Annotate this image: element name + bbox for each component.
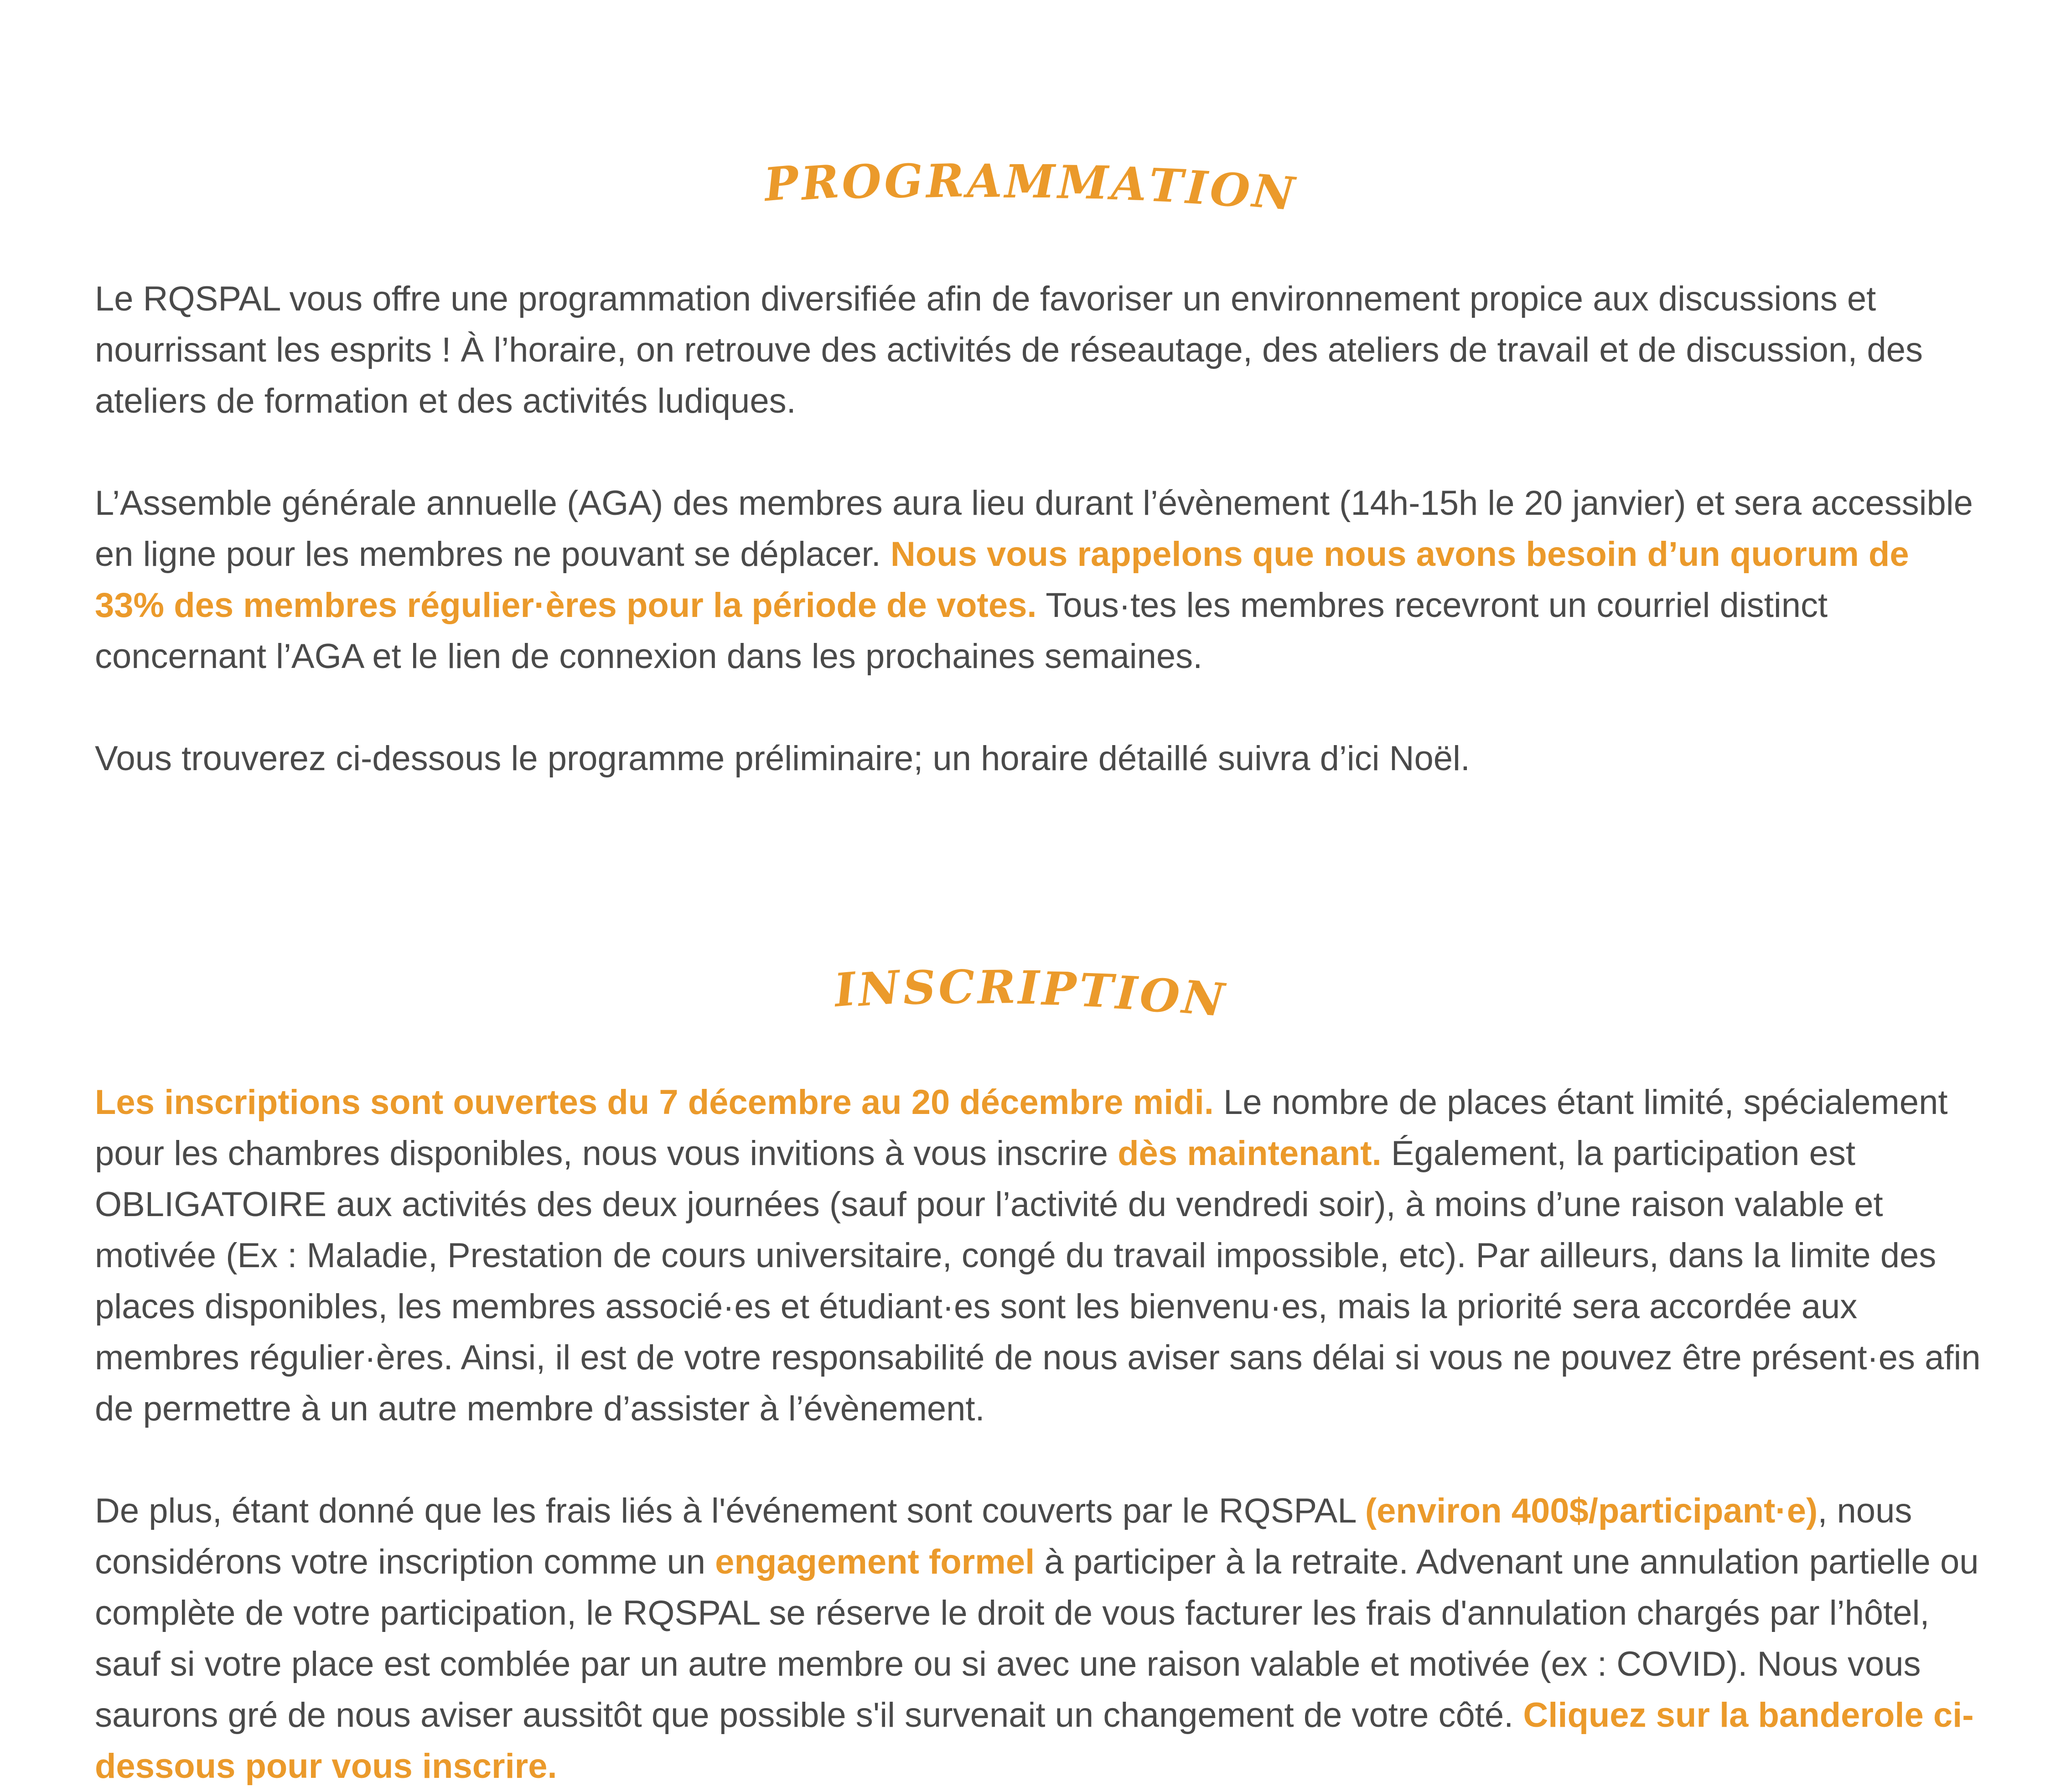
heading-letter: I bbox=[1114, 965, 1141, 1021]
programmation-paragraph-3 bbox=[95, 733, 1983, 784]
heading-letter: R bbox=[977, 959, 1019, 1015]
heading-letter: N bbox=[856, 960, 905, 1017]
programmation-p1-text: Le RQSPAL vous offre une programmation diversifiée afin de favoriser un environnement propice aux discussions et nourrissant les esprits ! À l’horaire, on retrouve des activités de réseautage, des ateliers de travail et de discussion, des ateliers de formation et des activités ludiques. bbox=[95, 280, 1923, 420]
programmation-paragraph-1 bbox=[95, 274, 1983, 427]
programmation-p2-text-1: L’Assemble générale annuelle (AGA) des membres aura lieu durant l’évènement (14h-15h le 20 janvier) et sera accessible en ligne pour les membres ne pouvant se déplacer. bbox=[95, 484, 1973, 574]
programmation-p3-text: Vous trouverez ci-dessous le programme préliminaire; un horaire détaillé suivra d’ici Noël. bbox=[95, 739, 1471, 778]
inscription-p2-text-1: De plus, étant donné que les frais liés à l'événement sont couverts par le RQSPAL bbox=[95, 1492, 1365, 1530]
des-maintenant-highlight: dès maintenant. bbox=[1118, 1134, 1382, 1173]
heading-letter: C bbox=[937, 959, 979, 1015]
inscription-dates-highlight: Les inscriptions sont ouvertes du 7 décembre au 20 décembre midi. bbox=[95, 1083, 1214, 1122]
heading-letter: N bbox=[1250, 163, 1300, 222]
heading-letter: M bbox=[1005, 155, 1058, 208]
heading-letter: G bbox=[883, 153, 927, 209]
heading-letter: T bbox=[1078, 963, 1117, 1019]
inscription-section bbox=[95, 1077, 1983, 1792]
programmation-section bbox=[95, 274, 1983, 784]
inscription-p2-text-2: , nous considérons votre inscription comme un bbox=[95, 1492, 1912, 1581]
engagement-highlight: engagement formel bbox=[715, 1543, 1035, 1581]
heading-letter: O bbox=[1138, 967, 1185, 1024]
heading-letter: O bbox=[1208, 161, 1254, 218]
inscription-p2-text-3: à participer à la retraite. Advenant une annulation partielle ou complète de votre participation, le RQSPAL se réserve le droit de vous facturer les frais d'annulation chargés par l’hôtel, sauf si votre place est comblée par un autre membre ou si avec une raison valable et motivée (ex : COVID). Nous vous saurons gré de nous aviser aussitôt que possible s'il survenait un changement de votre côté. bbox=[95, 1543, 1979, 1735]
heading-letter: P bbox=[761, 155, 804, 212]
inscription-p1-text-2: Également, la participation est OBLIGATOIRE aux activités des deux journées (sauf pour l’activité du vendredi soir), à moins d’une raison valable et motivée (Ex : Maladie, Prestation de cours universitaire, congé du travail impossible, etc). Par ailleurs, dans la limite des places disponibles, les membres associé·es et étudiant·es sont les bienvenu·es, mais la priorité sera accordée aux membres régulier·ères. Ainsi, il est de votre responsabilité de nous aviser sans délai si vous ne pouvez être présent·es afin de permettre à un autre membre d’assister à l’évènement. bbox=[95, 1134, 1981, 1428]
heading-letter: R bbox=[925, 153, 968, 208]
inscription-heading bbox=[832, 959, 1229, 1028]
heading-letter: M bbox=[1057, 155, 1112, 210]
cost-highlight: (environ 400$/participant·e) bbox=[1365, 1492, 1818, 1530]
programmation-heading-wrap bbox=[0, 153, 2061, 222]
inscription-paragraph-1 bbox=[95, 1077, 1983, 1435]
heading-letter: O bbox=[840, 153, 886, 210]
heading-letter: I bbox=[832, 961, 861, 1018]
inscription-p1-text-1: Le nombre de places étant limité, spécialement pour les chambres disponibles, nous vous invitions à vous inscrire bbox=[95, 1083, 1948, 1173]
quorum-highlight: Nous vous rappelons que nous avons besoin d’un quorum de 33% des membres régulier·ères pour la période de votes. bbox=[95, 535, 1909, 625]
heading-letter: A bbox=[1110, 156, 1150, 212]
register-call-to-action[interactable]: Cliquez sur la banderole ci-dessous pour vous inscrire. bbox=[95, 1696, 1974, 1786]
heading-letter: S bbox=[901, 959, 940, 1015]
heading-letter: R bbox=[799, 154, 844, 211]
heading-letter: I bbox=[1184, 160, 1212, 216]
heading-letter: P bbox=[1041, 962, 1080, 1016]
programmation-paragraph-2 bbox=[95, 478, 1983, 682]
inscription-heading-wrap bbox=[0, 959, 2061, 1028]
heading-letter: I bbox=[1018, 961, 1042, 1015]
heading-letter: N bbox=[1180, 969, 1229, 1028]
programmation-heading bbox=[761, 153, 1300, 222]
inscription-paragraph-2 bbox=[95, 1486, 1983, 1792]
programmation-p2-text-2: Tous·tes les membres recevront un courriel distinct concernant l’AGA et le lien de connexion dans les prochaines semaines. bbox=[95, 586, 1828, 676]
heading-letter: A bbox=[966, 154, 1005, 208]
heading-letter: T bbox=[1148, 158, 1187, 213]
